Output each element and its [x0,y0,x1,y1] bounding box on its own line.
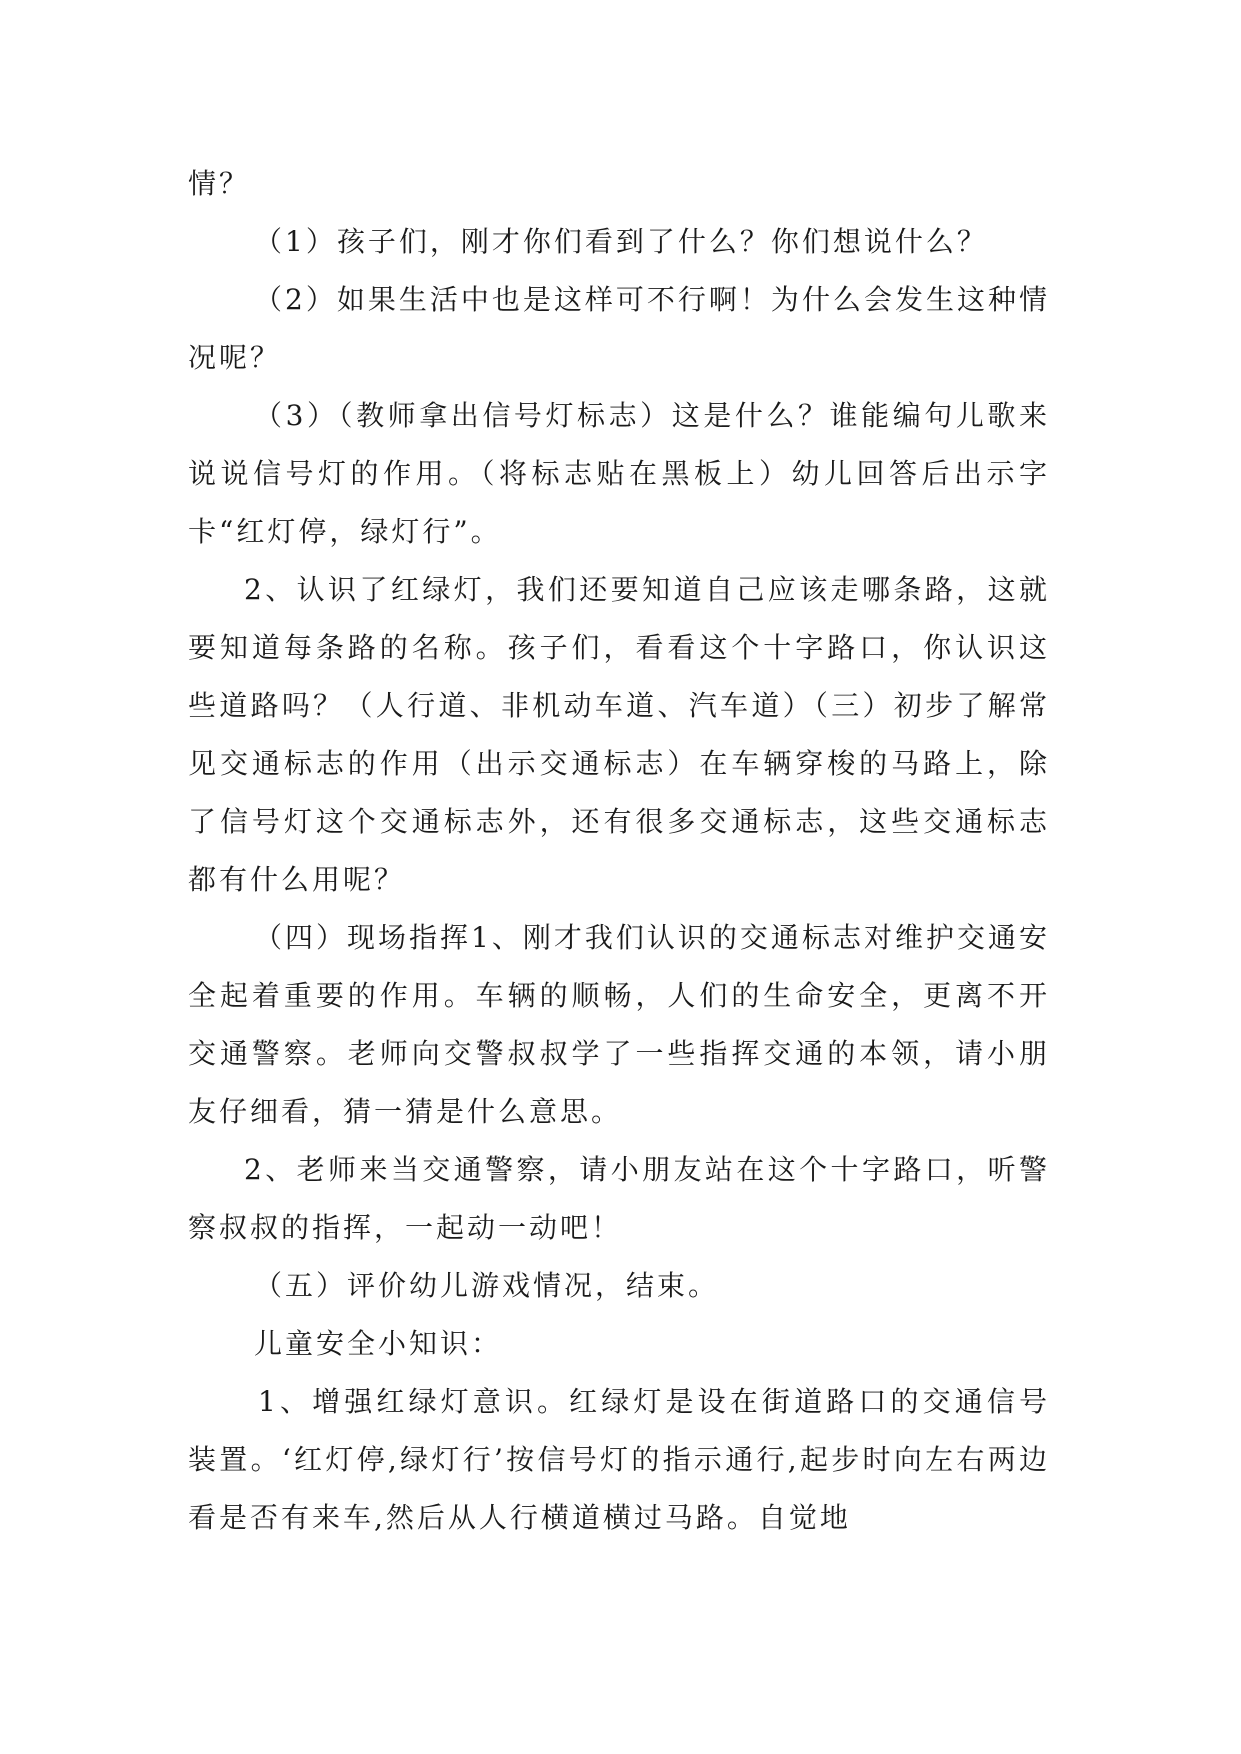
paragraph-safety-tip-1: 1、增强红绿灯意识。红绿灯是设在街道路口的交通信号装置。‘红灯停,绿灯行’按信号灯的指示通行,起步时向左右两边看是否有来车,然后从人行横道横过马路。自觉地 [188,1385,1050,1534]
paragraph-question-3: （3）（教师拿出信号灯标志）这是什么？谁能编句儿歌来说说信号灯的作用。（将标志贴在黑板上）幼儿回答后出示字卡“红灯停，绿灯行”。 [188,399,1050,548]
paragraph-continuation: 情？ [188,167,251,200]
document-body [188,155,1050,1547]
paragraph-step-2-roads: 2、认识了红绿灯，我们还要知道自己应该走哪条路，这就要知道每条路的名称。孩子们，看看这个十字路口，你认识这些道路吗？（人行道、非机动车道、汽车道）（三）初步了解常见交通标志的作用（出示交通标志）在车辆穿梭的马路上，除了信号灯这个交通标志外，还有很多交通标志，这些交通标志都有什么用呢？ [188,573,1050,896]
paragraph-question-1: （1）孩子们，刚才你们看到了什么？你们想说什么？ [254,225,988,258]
paragraph-section-4: （四）现场指挥1、刚才我们认识的交通标志对维护交通安全起着重要的作用。车辆的顺畅，人们的生命安全，更离不开交通警察。老师向交警叔叔学了一些指挥交通的本领，请小朋友仔细看，猜一猜是什么意思。 [188,921,1050,1128]
paragraph-step-2-police: 2、老师来当交通警察，请小朋友站在这个十字路口，听警察叔叔的指挥，一起动一动吧！ [188,1153,1050,1244]
paragraph-section-5: （五）评价幼儿游戏情况，结束。 [254,1269,720,1302]
paragraph-question-2: （2）如果生活中也是这样可不行啊！为什么会发生这种情况呢？ [188,283,1050,374]
paragraph-safety-heading: 儿童安全小知识： [254,1327,503,1360]
